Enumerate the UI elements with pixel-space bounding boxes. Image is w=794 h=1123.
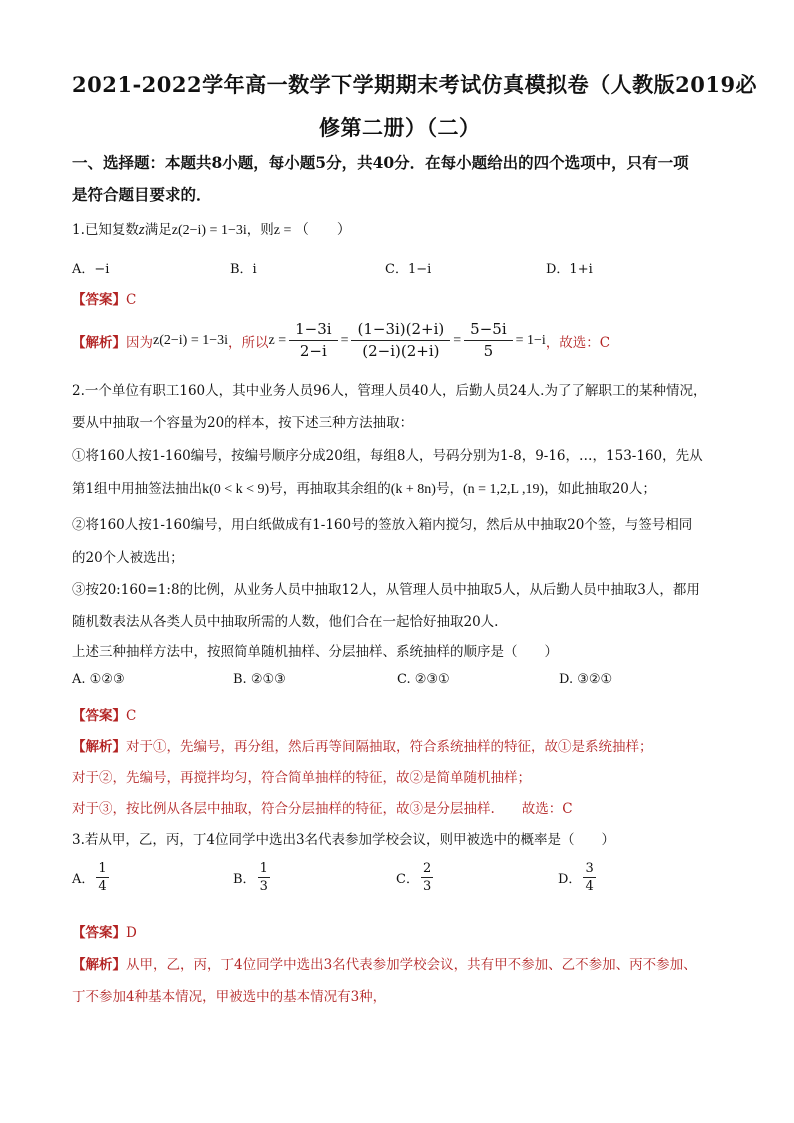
q1-fraction-1-num: 1−3i — [289, 321, 337, 341]
q2-line-9: 上述三种抽样方法中，按照简单随机抽样、分层抽样、系统抽样的顺序是（ ） — [72, 644, 558, 660]
q3-option-d — [558, 861, 598, 894]
q3-option-b-fraction — [258, 861, 270, 894]
q2-analysis-2: 对于②，先编号，再搅拌均匀，符合简单抽样的特征，故②是简单随机抽样； — [72, 770, 531, 786]
q2-analysis-tag: 【解析】 — [72, 739, 126, 755]
q1-fraction-3-num: 5−5i — [464, 321, 512, 341]
q2-option-b: B. ②①③ — [233, 672, 286, 687]
q1-analysis-eq: z(2−i) = 1−3i — [153, 332, 229, 348]
q1-option-b: B．i — [230, 262, 257, 277]
q1-answer-tag: 【答案】 — [72, 292, 126, 308]
q3-answer-value: D — [126, 925, 137, 941]
q3-option-d-num: 3 — [585, 861, 594, 876]
q2-option-c: C. ②③① — [397, 672, 450, 687]
q1-fraction-2-den: (2−i)(2+i) — [362, 342, 440, 360]
q3-option-c — [396, 861, 435, 894]
q2-answer — [72, 704, 136, 724]
q2-line-3: ①将160人按1-160编号，按编号顺序分成20组，每组8人，号码分别为1-8，9-16，…，153-160，先从 — [72, 448, 703, 464]
q3-option-c-num: 2 — [422, 861, 432, 876]
q3-option-a-num: 1 — [98, 861, 107, 876]
q1-analysis — [72, 321, 610, 360]
q3-option-d-den: 4 — [585, 879, 594, 894]
q3-option-b-label: B． — [233, 872, 256, 887]
q2-line-4-b: 号，再抽取其余组的 — [269, 481, 391, 497]
q1-option-c: C．1−i — [385, 262, 432, 277]
q3-option-a-den: 4 — [98, 879, 107, 894]
q1-fraction-3 — [464, 321, 512, 360]
q3-option-d-fraction — [583, 861, 595, 894]
q3-stem: 3.若从甲，乙，丙，丁4位同学中选出3名代表参加学校会议，则甲被选中的概率是（ ） — [72, 832, 616, 848]
q1-blank: z = （ ） — [273, 223, 351, 238]
q3-option-c-fraction — [421, 861, 433, 894]
section-header-line-2: 是符合题目要求的． — [72, 185, 212, 204]
q1-analysis-tag: 【解析】 — [72, 334, 126, 351]
page-title-line-2: 修第二册）（二） — [319, 115, 481, 140]
q3-option-a-label: A． — [72, 872, 95, 887]
q2-answer-value: C — [126, 708, 137, 724]
q3-answer-tag: 【答案】 — [72, 925, 126, 941]
q1-analysis-mid: ，所以 — [228, 334, 269, 351]
q2-analysis-1 — [72, 735, 653, 755]
q2-line-4-math-2: (k + 8n) — [390, 482, 436, 497]
q3-analysis-1-text: 从甲，乙，丙，丁4位同学中选出3名代表参加学校会议，共有甲不参加、乙不参加、丙不参加、 — [126, 957, 697, 973]
q3-option-a-fraction — [96, 861, 108, 894]
q1-stem-mid: 满足 — [144, 222, 172, 238]
q2-answer-tag: 【答案】 — [72, 708, 126, 724]
q1-analysis-suffix: ，故选：C — [545, 334, 611, 351]
q3-analysis-1 — [72, 953, 697, 973]
q3-analysis-2: 丁不参加4种基本情况，甲被选中的基本情况有3种， — [72, 989, 387, 1005]
q3-option-c-den: 3 — [422, 879, 432, 894]
q1-answer — [72, 288, 136, 308]
q3-analysis-tag: 【解析】 — [72, 957, 126, 973]
q3-option-c-label: C． — [396, 872, 419, 887]
q3-option-b-den: 3 — [259, 879, 268, 894]
q1-fraction-1 — [289, 321, 337, 360]
q3-option-d-label: D． — [558, 872, 582, 887]
q1-stem-suffix: ，则 — [246, 222, 274, 238]
q1-var: z — [138, 222, 145, 238]
q1-fraction-1-den: 2−i — [299, 342, 327, 360]
q3-option-b — [233, 861, 272, 894]
q1-stem-prefix: 1.已知复数 — [72, 222, 139, 238]
page-title-line-1: 2021-2022学年高一数学下学期期末考试仿真模拟卷（人教版2019必 — [72, 72, 758, 97]
q2-line-8: 随机数表法从各类人员中抽取所需的人数，他们合在一起恰好抽取20人. — [72, 614, 499, 630]
q2-line-7: ③按20:160=1:8的比例，从业务人员中抽取12人，从管理人员中抽取5人，从后勤人员中抽取3人，都用 — [72, 582, 700, 598]
q2-line-5: ②将160人按1-160编号，用白纸做成有1-160号的签放入箱内搅匀，然后从中抽取20个签，与签号相同 — [72, 517, 693, 533]
q2-line-4-math-1: k(0 < k < 9) — [202, 482, 270, 497]
q2-line-6: 的20个人被选出； — [72, 550, 184, 566]
q1-option-a: A．−i — [72, 262, 110, 277]
q2-option-d: D. ③②① — [559, 672, 613, 687]
q3-option-b-num: 1 — [259, 861, 268, 876]
q1-equation: z(2−i) = 1−3i — [171, 223, 247, 238]
q1-analysis-prefix: 因为 — [126, 334, 153, 351]
q1-fraction-2-num: (1−3i)(2+i) — [351, 321, 450, 341]
q2-analysis-3: 对于③，按比例从各层中抽取，符合分层抽样的特征，故③是分层抽样. 故选：C — [72, 801, 573, 817]
q2-line-4-c: 号， — [435, 481, 463, 497]
section-header-line-1: 一、选择题：本题共8小题，每小题5分，共40分．在每小题给出的四个选项中，只有一项 — [72, 153, 689, 172]
q2-line-4-a: 第1组中用抽签法抽出 — [72, 481, 203, 497]
q1-answer-value: C — [126, 292, 137, 308]
q1-analysis-lhs: z = — [268, 332, 287, 348]
q1-analysis-result: = 1−i — [515, 332, 546, 348]
equals-sign-2: = — [453, 332, 462, 348]
q1-fraction-3-den: 5 — [483, 342, 494, 360]
q2-line-4-math-3: (n = 1,2,L ,19) — [462, 482, 545, 497]
q3-answer — [72, 921, 137, 941]
q2-line-1: 2.一个单位有职工160人，其中业务人员96人，管理人员40人，后勤人员24人.为了了解职工的某种情况， — [72, 383, 707, 399]
q2-line-4-d: ，如此抽取20人； — [544, 481, 656, 497]
q2-option-a: A. ①②③ — [72, 672, 125, 687]
equals-sign-1: = — [340, 332, 349, 348]
q2-line-2: 要从中抽取一个容量为20的样本，按下述三种方法抽取： — [72, 415, 414, 431]
q2-line-4 — [72, 477, 656, 498]
q3-option-a — [72, 861, 111, 894]
q1-fraction-2 — [351, 321, 450, 360]
q2-analysis-1-text: 对于①，先编号，再分组，然后再等间隔抽取，符合系统抽样的特征，故①是系统抽样； — [126, 739, 653, 755]
question-1-stem — [72, 218, 351, 239]
q1-option-d: D．1+i — [546, 262, 593, 277]
